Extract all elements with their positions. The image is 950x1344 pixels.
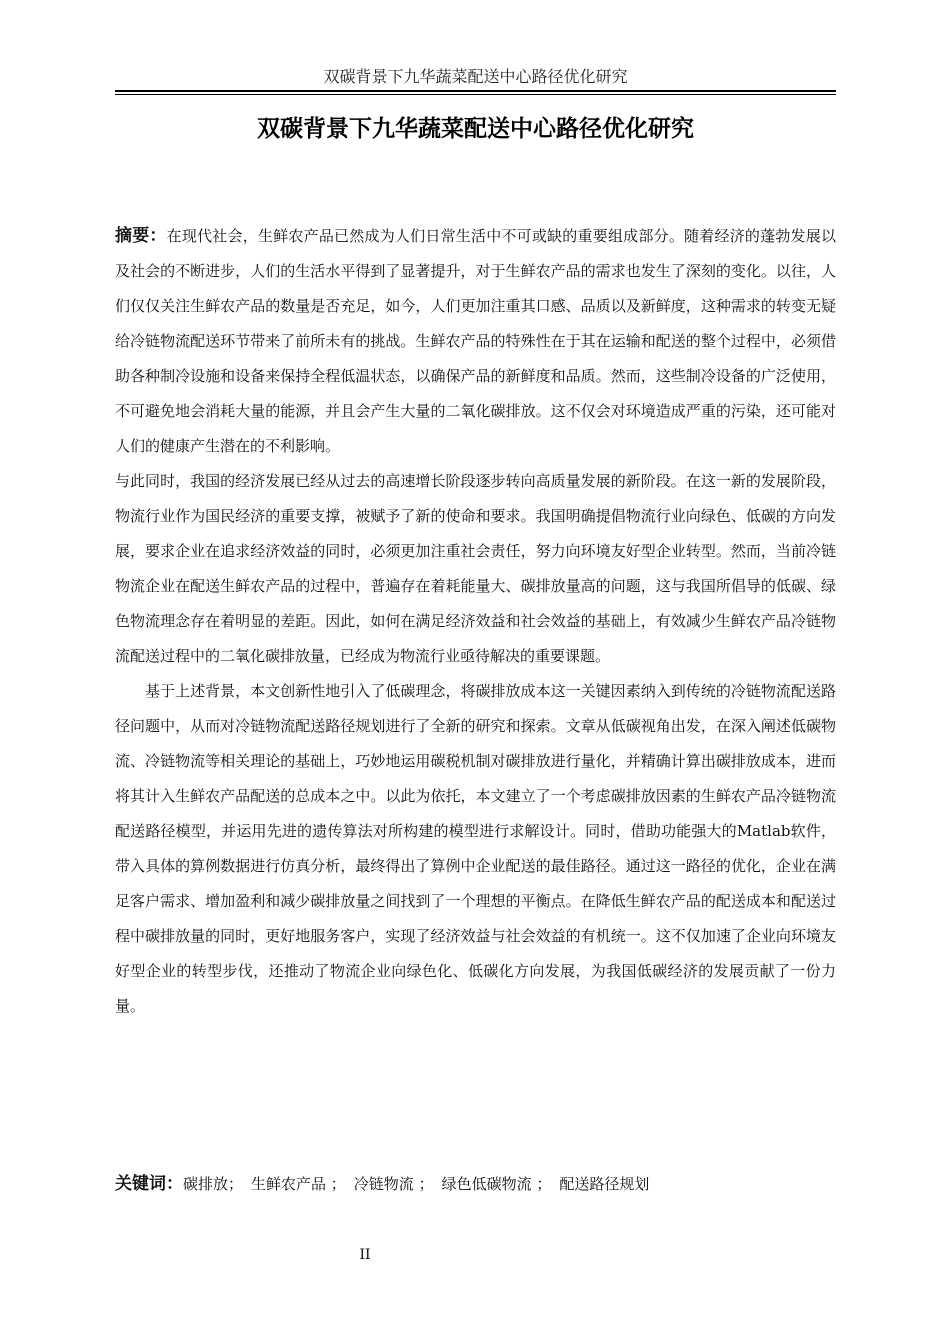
page-number: II	[359, 1247, 371, 1263]
abstract-paragraph-1	[115, 219, 836, 464]
abstract-paragraph-2: 与此同时，我国的经济发展已经从过去的高速增长阶段逐步转向高质量发展的新阶段。在这一新的发展阶段，物流行业作为国民经济的重要支撑，被赋予了新的使命和要求。我国明确提倡物流行业向绿色、低碳的方向发展，要求企业在追求经济效益的同时，必须更加注重社会责任，努力向环境友好型企业转型。然而，当前冷链物流企业在配送生鲜农产品的过程中，普遍存在着耗能量大、碳排放量高的问题，这与我国所倡导的低碳、绿色物流理念存在着明显的差距。因此，如何在满足经济效益和社会效益的基础上，有效减少生鲜农产品冷链物流配送过程中的二氧化碳排放量，已经成为物流行业亟待解决的重要课题。	[115, 472, 836, 665]
abstract	[115, 219, 836, 1024]
keywords	[115, 1167, 836, 1202]
keyword-4: 绿色低碳物流 ；	[441, 1175, 552, 1193]
keyword-5: 配送路径规划	[559, 1175, 650, 1193]
abstract-text-1: 在现代社会，生鲜农产品已然成为人们日常生活中不可或缺的重要组成部分。随着经济的蓬勃发展以及社会的不断进步，人们的生活水平得到了显著提升，对于生鲜农产品的需求也发生了深刻的变化。以往，人们仅仅关注生鲜农产品的数量是否充足，如今，人们更加注重其口感、品质以及新鲜度，这种需求的转变无疑给冷链物流配送环节带来了前所未有的挑战。生鲜农产品的特殊性在于其在运输和配送的整个过程中，必须借助各种制冷设施和设备来保持全程低温状态，以确保产品的新鲜度和品质。然而，这些制冷设备的广泛使用，不可避免地会消耗大量的能源，并且会产生大量的二氧化碳排放。这不仅会对环境造成严重的污染，还可能对人们的健康产生潜在的不利影响。	[115, 227, 836, 455]
abstract-paragraph-3: 基于上述背景，本文创新性地引入了低碳理念，将碳排放成本这一关键因素纳入到传统的冷链物流配送路径问题中，从而对冷链物流配送路径规划进行了全新的研究和探索。文章从低碳视角出发，在深入阐述低碳物流、冷链物流等相关理论的基础上，巧妙地运用碳税机制对碳排放进行量化，并精确计算出碳排放成本，进而将其计入生鲜农产品配送的总成本之中。以此为依托，本文建立了一个考虑碳排放因素的生鲜农产品冷链物流配送路径模型，并运用先进的遗传算法对所构建的模型进行求解设计。同时，借助功能强大的Matlab软件，带入具体的算例数据进行仿真分析，最终得出了算例中企业配送的最佳路径。通过这一路径的优化，企业在满足客户需求、增加盈利和减少碳排放量之间找到了一个理想的平衡点。在降低生鲜农产品的配送成本和配送过程中碳排放量的同时，更好地服务客户，实现了经济效益与社会效益的有机统一。这不仅加速了企业向环境友好型企业的转型步伐，还推动了物流企业向绿色化、低碳化方向发展，为我国低碳经济的发展贡献了一份力量。	[115, 682, 836, 1015]
header-rule-thin	[115, 94, 836, 95]
keyword-2: 生鲜农产品 ；	[251, 1175, 346, 1193]
keyword-1: 碳排放；	[183, 1175, 244, 1193]
keyword-3: 冷链物流 ；	[353, 1175, 434, 1193]
header-rule	[115, 90, 836, 92]
paper-title: 双碳背景下九华蔬菜配送中心路径优化研究	[257, 116, 694, 142]
running-header: 双碳背景下九华蔬菜配送中心路径优化研究	[323, 67, 628, 86]
abstract-label: 摘要：	[115, 226, 167, 246]
keywords-label: 关键词：	[115, 1174, 183, 1194]
